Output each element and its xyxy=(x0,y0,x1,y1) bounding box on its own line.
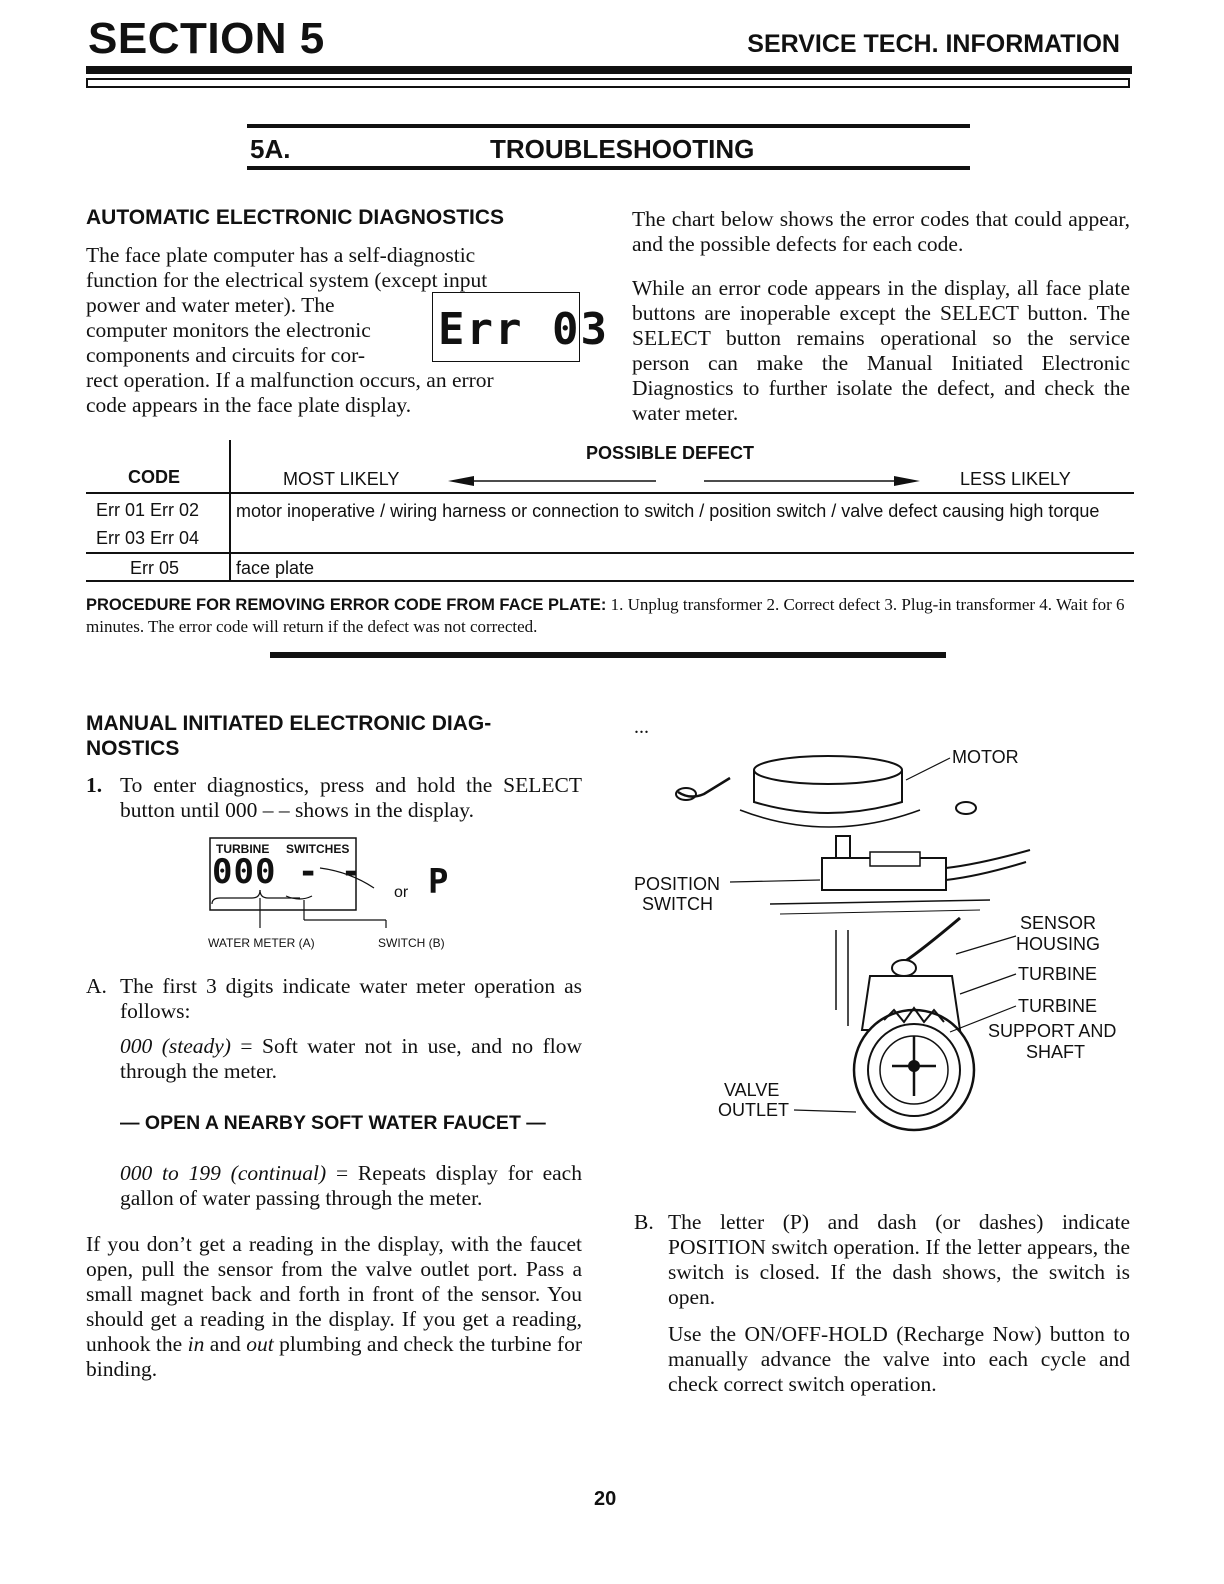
header-rule-box xyxy=(86,78,1130,88)
continual-definition xyxy=(120,1161,582,1211)
magnet-text: If you don’t get a reading in the display, with the faucet open, pull the sensor from the valve outlet port. Pass a small magnet back and forth in front of the sensor. You should get a reading in the display. If you get a reading, unhook the xyxy=(86,1232,582,1356)
magnet-text-end: plumbing and check the turbine for binding. xyxy=(86,1332,582,1381)
valve-outlet-label-1: VALVE xyxy=(724,1080,780,1100)
row2-defect: face plate xyxy=(236,558,315,578)
p-indicator: P xyxy=(428,862,449,902)
switches-label: SWITCHES xyxy=(286,842,350,856)
procedure-label: PROCEDURE FOR REMOVING ERROR CODE FROM FACE PLATE: xyxy=(86,596,607,614)
turbine-support-label-2: SUPPORT AND xyxy=(988,1021,1117,1041)
auto-diag-line1: The face plate computer has a self-diagnostic xyxy=(86,243,476,267)
steady-term: 000 (steady) xyxy=(120,1034,231,1058)
manual-diag-heading-2: NOSTICS xyxy=(86,737,180,760)
auto-diag-line3: power and water meter). The xyxy=(86,293,335,317)
page-number: 20 xyxy=(594,1488,617,1510)
out-word: out xyxy=(246,1332,274,1356)
b-label: B. xyxy=(634,1210,654,1234)
turbine-support-label-3: SHAFT xyxy=(1026,1042,1086,1062)
procedure-text xyxy=(86,594,1136,638)
auto-diag-line4: computer monitors the electronic xyxy=(86,318,371,342)
turbine-figure-label: TURBINE xyxy=(1018,964,1098,984)
table-bottom-rule xyxy=(86,580,1134,582)
magnet-paragraph xyxy=(86,1232,582,1382)
faucet-note: — OPEN A NEARBY SOFT WATER FAUCET — xyxy=(120,1112,546,1134)
sensor-housing-label-1: SENSOR xyxy=(1020,913,1097,933)
section-subtitle: SERVICE TECH. INFORMATION xyxy=(747,30,1120,58)
table-header-rule xyxy=(86,492,1134,494)
auto-diag-heading: AUTOMATIC ELECTRONIC DIAGNOSTICS xyxy=(86,206,505,229)
step1-number: 1. xyxy=(86,773,103,797)
a-text: The first 3 digits indicate water meter operation as follows: xyxy=(120,974,582,1023)
less-likely-label: LESS LIKELY xyxy=(960,469,1071,489)
table-row-rule xyxy=(86,552,1134,554)
subsection-rule-top xyxy=(247,124,970,128)
steady-text: = Soft water not in use, and no flow through the meter. xyxy=(120,1034,582,1083)
turbine-label: TURBINE xyxy=(216,842,270,856)
continual-term: 000 to 199 (continual) xyxy=(120,1161,327,1185)
chart-intro: The chart below shows the error codes that could appear, and the possible defects for each code. xyxy=(632,207,1130,256)
subsection-title: TROUBLESHOOTING xyxy=(490,134,755,164)
steady-definition xyxy=(120,1034,582,1084)
error-intro: While an error code appears in the display, all face plate buttons are inoperable except the SELECT button. The SELECT button remains operational so the service person can make the Manual Initiated Electronic Diagnostics to further isolate the defect, and check the water meter. xyxy=(632,276,1130,425)
valve-illustration xyxy=(660,740,1060,1140)
position-switch-label-2: SWITCH xyxy=(642,894,713,914)
diagnostic-digits: 000 - - xyxy=(212,852,363,892)
auto-diag-line2: function for the electrical system (except input xyxy=(86,268,488,292)
header-rule-thick xyxy=(86,66,1132,74)
error-display-text: Err 03 xyxy=(438,304,609,355)
possible-defect-header: POSSIBLE DEFECT xyxy=(586,443,755,463)
row1-codes-line2: Err 03 Err 04 xyxy=(96,528,200,548)
row1-codes-line1: Err 01 Err 02 xyxy=(96,500,200,520)
valve-outlet-label-2: OUTLET xyxy=(718,1100,790,1120)
auto-diag-line7: code appears in the face plate display. xyxy=(86,393,412,417)
and-word: and xyxy=(204,1332,247,1356)
step1-text: To enter diagnostics, press and hold the SELECT button until 000 – – shows in the display. xyxy=(120,773,582,822)
b-text-2: Use the ON/OFF-HOLD (Recharge Now) button to manually advance the valve into each cycle and check correct switch operation. xyxy=(668,1322,1130,1396)
likelihood-arrows xyxy=(448,472,920,490)
switch-b-label: SWITCH (B) xyxy=(378,936,445,950)
subsection-number: 5A. xyxy=(250,134,291,164)
continual-text: = Repeats display for each gallon of water passing through the meter. xyxy=(120,1161,582,1210)
procedure-steps: 1. Unplug transformer 2. Correct defect 3. Plug-in transformer 4. Wait for 6 minutes. The error code will return if the defect was not corrected. xyxy=(86,595,1125,636)
row2-codes: Err 05 xyxy=(130,558,180,578)
row1-defect: motor inoperative / wiring harness or connection to switch / position switch / valve defect causing high torque xyxy=(236,501,1100,521)
b-text: The letter (P) and dash (or dashes) indicate POSITION switch operation. If the letter appears, the switch is closed. If the dash shows, the switch is open. xyxy=(668,1210,1130,1309)
ellipsis: ... xyxy=(634,716,649,738)
middle-rule xyxy=(270,652,946,658)
section-title: SECTION 5 xyxy=(88,14,325,63)
position-switch-label-1: POSITION xyxy=(634,874,721,894)
manual-diag-heading-1: MANUAL INITIATED ELECTRONIC DIAG- xyxy=(86,712,492,735)
turbine-support-label-1: TURBINE xyxy=(1018,996,1098,1016)
code-header: CODE xyxy=(128,467,181,487)
sensor-housing-label-2: HOUSING xyxy=(1016,934,1101,954)
most-likely-label: MOST LIKELY xyxy=(283,469,400,489)
in-word: in xyxy=(187,1332,205,1356)
motor-label: MOTOR xyxy=(952,747,1019,767)
auto-diag-line5: components and circuits for cor- xyxy=(86,343,365,367)
a-label: A. xyxy=(86,974,107,998)
auto-diag-line6: rect operation. If a malfunction occurs, an error xyxy=(86,368,494,392)
or-label: or xyxy=(394,884,409,901)
water-meter-label: WATER METER (A) xyxy=(208,936,315,950)
subsection-rule-bottom xyxy=(247,166,970,170)
table-divider xyxy=(229,440,231,582)
